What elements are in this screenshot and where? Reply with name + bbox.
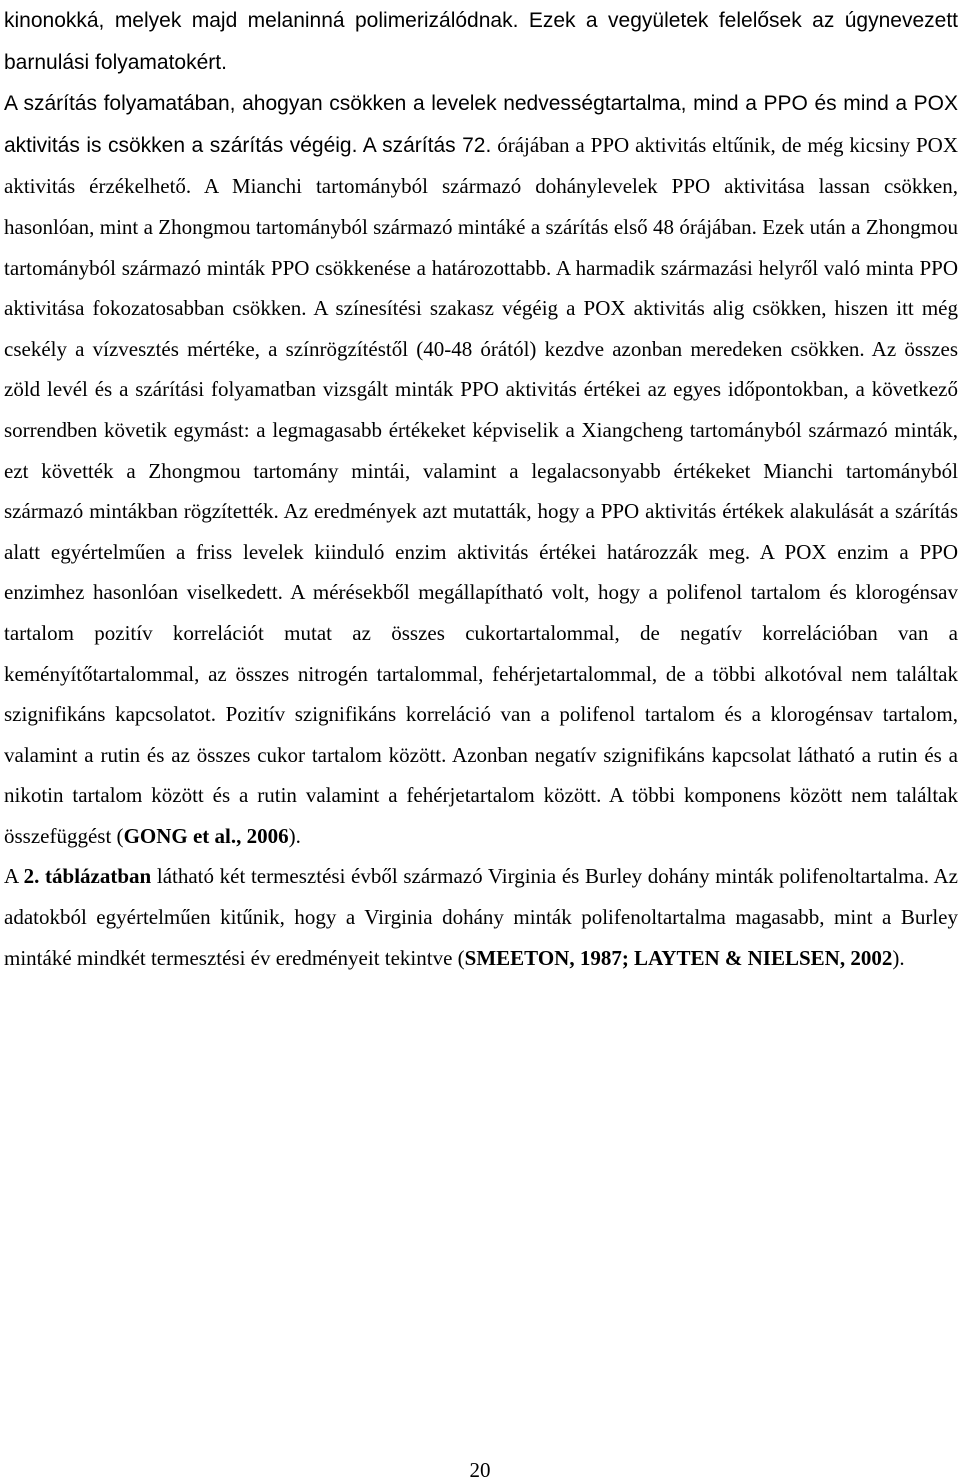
text-run-sans: A szárítás folyamatában, ahogyan csökken a levelek nedvességtartalma, mind a PPO és mind a POX aktivitás is csökken a szárítás végéig. A szárítás 72. — [4, 92, 958, 157]
text-run: A — [4, 864, 24, 889]
text-run: ). — [892, 945, 905, 970]
table-reference: 2. táblázatban — [23, 864, 152, 889]
citation-smeeton-layten: SMEETON, 1987; LAYTEN & NIELSEN, 2002 — [464, 945, 893, 970]
paragraph-2 — [4, 856, 958, 978]
body-text — [4, 0, 958, 978]
page-number: 20 — [469, 1458, 491, 1482]
text-run-sans: kinonokká, melyek majd melaninná polimerizálódnak. Ezek a vegyületek felelősek az úgynevezett barnulási folyamatokért. — [4, 9, 958, 74]
text-run: látható két termesztési évből származó Virginia és Burley dohány minták polifenoltartalma. Az adatokból egyértelműen kitűnik, hogy a Virginia dohány minták polifenoltartalma magasabb, mint a Burley mintáké mindkét termesztési év eredményeit tekintve ( — [4, 864, 958, 970]
citation-gong: GONG et al., 2006 — [123, 823, 289, 848]
text-run: órájában a PPO aktivitás eltűnik, de még kicsiny POX aktivitás érzékelhető. — [4, 132, 959, 199]
text-run: A Mianchi tartományból származó dohánylevelek PPO aktivitása lassan csökken, hasonlóan, mint a Zhongmou tartományból származó mintáké a szárítás első 48 órájában. Ezek után a Zhongmou tartományból származó minták PPO csökkenése a határozottabb. A harmadik származási helyről való minta PPO aktivitása fokozatosabban csökken. A színesítési szakasz végéig a POX aktivitás alig csökken, hiszen itt még csekély a vízvesztés mértéke, a színrögzítéstől (40-48 órától) kezdve azonban meredeken csökken. Az összes zöld levél és a szárítási folyamatban vizsgált minták PPO aktivitás értékei az egyes időpontokban, a következő sorrendben követik egymást: a legmagasabb értékeket képviselik a Xiangcheng tartományból származó minták, ezt követték a Zhongmou tartomány mintái, valamint a legalacsonyabb értékeket Mianchi tartományból származó mintákban rögzítették. Az eredmények azt mutatták, hogy a PPO aktivitás értékek alakulását a szárítás alatt egyértelműen a friss levelek kiinduló enzim aktivitás értékei határozzák meg. A POX enzim a PPO enzimhez hasonlóan viselkedett. A mérésekből megállapítható volt, hogy a polifenol tartalom és klorogénsav tartalom pozitív korrelációt mutat az összes cukortartalommal, de negatív korrelációban van a keményítőtartalommal, az összes nitrogén tartalommal, fehérjetartalommal, de a többi alkotóval nem találtak szignifikáns kapcsolatot. Pozitív szignifikáns korreláció van a polifenol tartalom és a klorogénsav tartalom, valamint a rutin és az összes cukor tartalom között. Azonban negatív szignifikáns kapcsolat látható a rutin és a nikotin tartalom között és a rutin valamint a fehérjetartalom között. A többi komponens között nem találtak összefüggést ( — [4, 174, 959, 848]
paragraph-1 — [4, 0, 958, 856]
text-run: ). — [288, 823, 301, 848]
